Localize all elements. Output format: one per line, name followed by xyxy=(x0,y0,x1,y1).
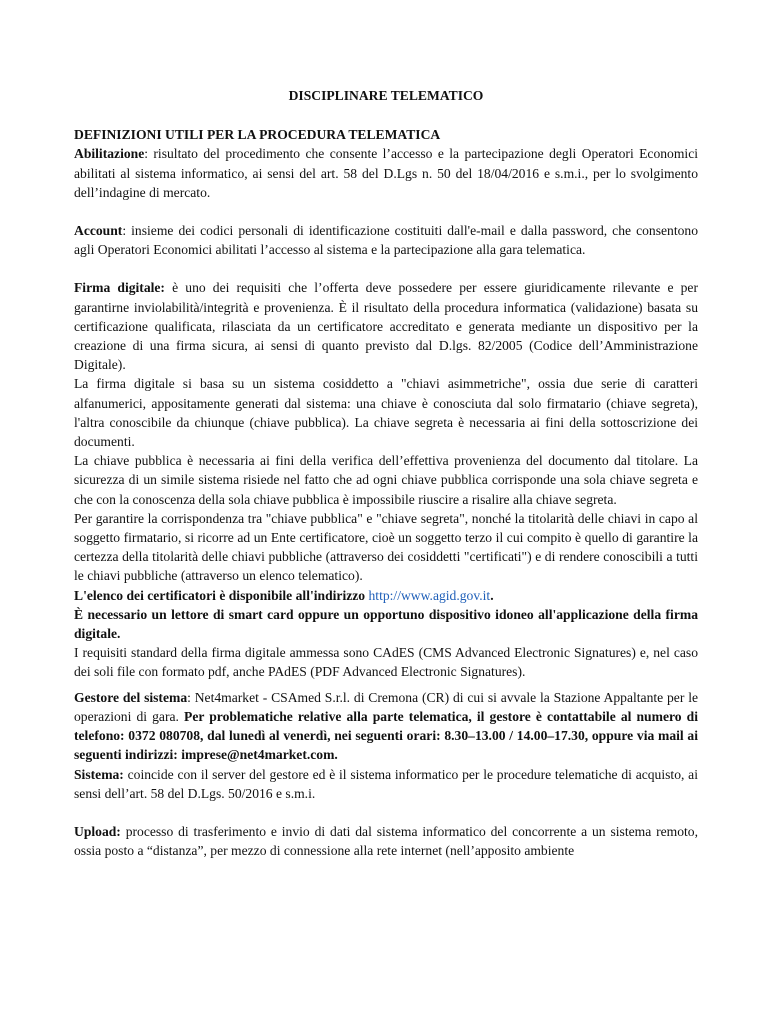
firma-requisiti: I requisiti standard della firma digitale ammessa sono CAdES (CMS Advanced Electronic Signatures) e, nel caso dei soli file con formato pdf, anche PAdES (PDF Advanced Electronic Signatures). xyxy=(74,645,698,680)
term-upload: Upload: xyxy=(74,823,121,839)
smart-card-text: È necessario un lettore di smart card oppure un opportuno dispositivo idoneo all'applicazione della firma digitale. xyxy=(74,606,698,642)
term-sistema: Sistema: xyxy=(74,766,124,782)
firma-paragraph-2: La firma digitale si basa su un sistema cosiddetto a "chiavi asimmetriche", ossia due serie di caratteri alfanumerici, appositamente generati dal sistema: una chiave è conosciuta dal solo firmatario (chiave segreta), l'altra conoscibile da chiunque (chiave pubblica). La chiave segreta è necessaria ai fini della sottoscrizione dei documenti. xyxy=(74,376,698,450)
definition-upload xyxy=(74,822,698,860)
definition-text: : Net4market - CSAmed S.r.l. di Cremona (CR) di cui si avvale la Stazione Appaltante per le operazioni di gara. xyxy=(74,689,699,724)
definition-text: : insieme dei codici personali di identificazione costituiti dall'e-mail e dalla password, che consentono agli Operatori Economici abilitati l’accesso al sistema e la partecipazione alla gara telematica. xyxy=(74,223,698,258)
definition-gestore xyxy=(74,688,698,765)
firma-paragraph-3: La chiave pubblica è necessaria ai fini della verifica dell’effettiva provenienza del documento dal titolare. La sicurezza di un simile sistema risiede nel fatto che ad ogni chiave pubblica corrisponde una sola chiave segreta e che con la conoscenza della sola chiave pubblica è impossibile riuscire a risalire alla chiave segreta. xyxy=(74,453,698,507)
term-gestore: Gestore del sistema xyxy=(74,689,188,705)
document-body xyxy=(74,86,698,860)
definition-sistema xyxy=(74,765,698,803)
definition-account xyxy=(74,221,698,259)
definition-text: coincide con il server del gestore ed è il sistema informatico per le procedure telematiche di acquisto, ai sensi dell’art. 58 del D.Lgs. 50/2016 e s.m.i. xyxy=(74,766,698,801)
definition-text: è uno dei requisiti che l’offerta deve possedere per essere giuridicamente rilevante e per garantirne inviolabilità/integrità e provenienza. È il risultato della procedura informatica (validazione) basata su certificazione qualificata, rilasciata da un certificatore accreditato e generata mediante un dispositivo per la creazione di una firma sicura, ai sensi di quanto previsto dal D.lgs. 82/2005 (Codice dell’Amministrazione Digitale). xyxy=(74,280,698,373)
gestore-contact: Per problematiche relative alla parte telematica, il gestore è contattabile al numero di telefono: 0372 080708, dal lunedì al venerdì, nei seguenti orari: 8.30–13.00 / 14.00–17.30, oppure via mail ai seguenti indirizzi: imprese@net4market.com. xyxy=(74,708,698,763)
section-heading: DEFINIZIONI UTILI PER LA PROCEDURA TELEMATICA xyxy=(74,127,441,143)
definition-firma-digitale xyxy=(74,278,698,374)
certificatori-line xyxy=(74,586,698,605)
certificatori-suffix: . xyxy=(490,587,494,603)
document-title: DISCIPLINARE TELEMATICO xyxy=(288,88,484,103)
agid-link[interactable]: http://www.agid.gov.it xyxy=(368,587,491,603)
definition-abilitazione xyxy=(74,144,698,202)
definition-text: processo di trasferimento e invio di dati dal sistema informatico del concorrente a un sistema remoto, ossia posto a “distanza”, per mezzo di connessione alla rete internet (nell’apposito ambiente xyxy=(74,823,698,859)
term-firma-digitale: Firma digitale: xyxy=(74,280,165,296)
term-abilitazione: Abilitazione xyxy=(74,146,145,162)
smart-card-note xyxy=(74,605,698,643)
certificatori-text: L'elenco dei certificatori è disponibile all'indirizzo xyxy=(74,587,369,603)
term-account: Account xyxy=(74,223,123,239)
definition-text: : risultato del procedimento che consente l’accesso e la partecipazione degli Operatori Economici abilitati al sistema informatico, ai sensi del art. 58 del D.Lgs n. 50 del 18/04/2016 e s.m.i., per lo svolgimento dell’indagine di mercato. xyxy=(74,146,698,200)
firma-paragraph-4: Per garantire la corrispondenza tra "chiave pubblica" e "chiave segreta", nonché la titolarità delle chiavi in capo al soggetto firmatario, si ricorre ad un Ente certificatore, cioè un soggetto terzo il cui compito è quello di garantire la certezza della titolarità delle chiavi pubbliche (attraverso dei cosiddetti "certificati") e di rendere conoscibili a tutti le chiavi pubbliche (attraverso un elenco telematico). xyxy=(74,510,698,584)
